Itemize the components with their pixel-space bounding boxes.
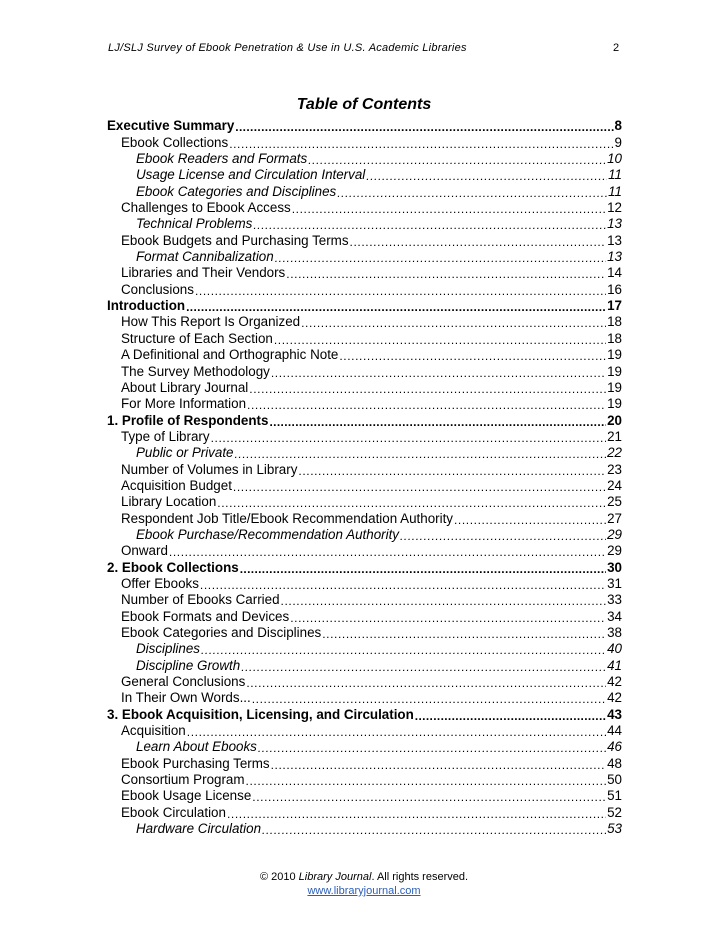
toc-subsection-entry[interactable] (107, 608, 622, 624)
toc-entry-page-number: 42 (607, 674, 622, 690)
toc-subsection-entry[interactable] (107, 674, 622, 690)
dot-leader (271, 758, 606, 772)
toc-subsubsection-entry[interactable] (107, 641, 622, 657)
dot-leader (286, 267, 606, 281)
running-header-page-number: 2 (613, 42, 620, 54)
toc-subsection-entry[interactable] (107, 314, 622, 330)
toc-subsection-entry[interactable] (107, 281, 622, 297)
toc-subsubsection-entry[interactable] (107, 183, 622, 199)
dot-leader (298, 464, 606, 478)
toc-entry-page-number: 18 (607, 314, 622, 330)
toc-subsection-entry[interactable] (107, 494, 622, 510)
toc-entry-page-number: 52 (607, 804, 622, 820)
toc-subsection-entry[interactable] (107, 625, 622, 641)
toc-entry-page-number: 14 (607, 265, 622, 281)
toc-entry-page-number: 33 (607, 592, 622, 608)
toc-entry-page-number: 16 (607, 281, 622, 297)
toc-subsubsection-entry[interactable] (107, 527, 622, 543)
toc-entry-label: How This Report Is Organized (121, 314, 301, 330)
toc-entry-label: Offer Ebooks (121, 575, 199, 591)
toc-entry-label: Ebook Usage License (121, 788, 252, 804)
dot-leader (274, 333, 606, 347)
dot-leader (252, 790, 606, 804)
toc-subsection-entry[interactable] (107, 265, 622, 281)
toc-subsubsection-entry[interactable] (107, 657, 622, 673)
toc-entry-label: Library Location (121, 494, 217, 510)
toc-entry-page-number: 12 (607, 200, 622, 216)
toc-section-entry[interactable] (107, 706, 622, 722)
toc-subsubsection-entry[interactable] (107, 249, 622, 265)
website-link[interactable]: www.libraryjournal.com (307, 885, 421, 897)
dot-leader (201, 643, 606, 657)
toc-entry-label: Format Cannibalization (136, 249, 274, 265)
dot-leader (240, 562, 606, 576)
dot-leader (275, 251, 606, 265)
toc-entry-label: Structure of Each Section (121, 330, 273, 346)
toc-entry-page-number: 9 (614, 134, 622, 150)
toc-entry-label: Technical Problems (136, 216, 253, 232)
toc-entry-page-number: 20 (607, 412, 622, 428)
toc-entry-label: General Conclusions (121, 674, 246, 690)
toc-subsection-entry[interactable] (107, 429, 622, 445)
toc-entry-label: Conclusions (121, 281, 194, 297)
dot-leader (235, 120, 613, 134)
toc-subsection-entry[interactable] (107, 576, 622, 592)
toc-subsection-entry[interactable] (107, 478, 622, 494)
toc-subsection-entry[interactable] (107, 363, 622, 379)
copyright-line (0, 870, 728, 884)
toc-entry-page-number: 19 (607, 363, 622, 379)
dot-leader (186, 300, 606, 314)
dot-leader (195, 284, 606, 298)
toc-entry-label: Onward (121, 543, 168, 559)
toc-entry-page-number: 23 (607, 461, 622, 477)
dot-leader (350, 235, 607, 249)
dot-leader (292, 202, 606, 216)
toc-entry-label: Hardware Circulation (136, 821, 262, 837)
toc-entry-label: Respondent Job Title/Ebook Recommendation Authority (121, 510, 453, 526)
toc-entry-page-number: 27 (607, 510, 622, 526)
dot-leader (415, 709, 606, 723)
toc-entry-page-number: 31 (607, 575, 622, 591)
toc-entry-label: Libraries and Their Vendors (121, 265, 286, 281)
toc-subsection-entry[interactable] (107, 723, 622, 739)
toc-entry-label: Number of Volumes in Library (121, 461, 298, 477)
toc-subsection-entry[interactable] (107, 347, 622, 363)
dot-leader (337, 186, 607, 200)
toc-subsection-entry[interactable] (107, 804, 622, 820)
toc-entry-label: Ebook Budgets and Purchasing Terms (121, 232, 349, 248)
toc-subsection-entry[interactable] (107, 788, 622, 804)
toc-entry-page-number: 25 (607, 494, 622, 510)
toc-entry-label: Challenges to Ebook Access (121, 200, 291, 216)
toc-entry-label: Number of Ebooks Carried (121, 592, 280, 608)
toc-subsubsection-entry[interactable] (107, 739, 622, 755)
toc-entry-label: Ebook Purchase/Recommendation Authority (136, 526, 399, 542)
toc-subsubsection-entry[interactable] (107, 821, 622, 837)
dot-leader (262, 823, 606, 837)
toc-entry-label: Ebook Formats and Devices (121, 608, 290, 624)
toc-entry-label: Consortium Program (121, 772, 245, 788)
toc-entry-page-number: 19 (607, 379, 622, 395)
toc-entry-label: Public or Private (136, 445, 234, 461)
dot-leader (281, 594, 607, 608)
dot-leader (271, 366, 606, 380)
dot-leader (269, 415, 606, 429)
dot-leader (233, 480, 606, 494)
dot-leader (301, 316, 606, 330)
dot-leader (247, 398, 606, 412)
toc-entry-page-number: 34 (607, 608, 622, 624)
toc-subsubsection-entry[interactable] (107, 216, 622, 232)
dot-leader (366, 169, 607, 183)
toc-entry-page-number: 29 (607, 543, 622, 559)
toc-entry-label: About Library Journal (121, 379, 249, 395)
dot-leader (229, 137, 613, 151)
running-header-title: LJ/SLJ Survey of Ebook Penetration & Use in U.S. Academic Libraries (108, 42, 467, 54)
toc-entry-label: Learn About Ebooks (136, 739, 257, 755)
toc-entry-label: Discipline Growth (136, 657, 241, 673)
dot-leader (454, 513, 606, 527)
toc-section-entry[interactable] (107, 298, 622, 314)
dot-leader (308, 153, 606, 167)
toc-entry-page-number: 24 (607, 477, 622, 493)
toc-entry-label: Usage License and Circulation Interval (136, 167, 366, 183)
toc-entry-label: Ebook Circulation (121, 804, 226, 820)
dot-leader (211, 431, 607, 445)
toc-subsection-entry[interactable] (107, 200, 622, 216)
dot-leader (169, 545, 606, 559)
dot-leader (400, 529, 606, 543)
toc-entry-page-number: 53 (607, 821, 622, 837)
toc-entry-label: Disciplines (136, 641, 200, 657)
toc-entry-page-number: 22 (607, 445, 622, 461)
dot-leader (217, 496, 606, 510)
toc-subsection-entry[interactable] (107, 510, 622, 526)
dot-leader (322, 627, 606, 641)
toc-entry-page-number: 13 (607, 216, 622, 232)
toc-subsection-entry[interactable] (107, 543, 622, 559)
toc-entry-label: Ebook Readers and Formats (136, 151, 308, 167)
toc-entry-label: Ebook Categories and Disciplines (136, 183, 337, 199)
publication-name: Library Journal (298, 871, 372, 883)
toc-subsection-entry[interactable] (107, 461, 622, 477)
toc-subsection-entry[interactable] (107, 592, 622, 608)
toc-entry-label: Executive Summary (107, 118, 235, 134)
toc-subsection-entry[interactable] (107, 330, 622, 346)
toc-entry-label: Ebook Collections (121, 134, 229, 150)
toc-entry-page-number: 19 (607, 347, 622, 363)
toc-entry-label: Acquisition Budget (121, 477, 232, 493)
dot-leader (227, 807, 606, 821)
toc-entry-label: Ebook Purchasing Terms (121, 755, 270, 771)
toc-section-entry[interactable] (107, 412, 622, 428)
toc-subsubsection-entry[interactable] (107, 445, 622, 461)
toc-entry-label: A Definitional and Orthographic Note (121, 347, 339, 363)
toc-section-entry[interactable] (107, 559, 622, 575)
toc-subsubsection-entry[interactable] (107, 151, 622, 167)
copyright-suffix: . All rights reserved. (371, 871, 469, 883)
dot-leader (258, 741, 606, 755)
toc-entry-page-number: 13 (607, 249, 622, 265)
toc-entry-page-number: 40 (607, 641, 622, 657)
toc-entry-page-number: 44 (607, 723, 622, 739)
toc-entry-label: For More Information (121, 396, 247, 412)
toc-entry-label: Acquisition (121, 723, 186, 739)
toc-entry-page-number: 19 (607, 396, 622, 412)
toc-subsection-entry[interactable] (107, 772, 622, 788)
toc-entry-page-number: 11 (608, 167, 622, 183)
toc-entry-page-number: 46 (607, 739, 622, 755)
toc-entry-page-number: 30 (607, 559, 622, 575)
dot-leader (200, 578, 606, 592)
toc-subsection-entry[interactable] (107, 396, 622, 412)
toc-entry-page-number: 48 (607, 755, 622, 771)
page-footer (0, 870, 728, 898)
toc-entry-page-number: 17 (607, 298, 622, 314)
toc-entry-page-number: 42 (607, 690, 622, 706)
toc-subsubsection-entry[interactable] (107, 167, 622, 183)
toc-entry-label: 1. Profile of Respondents (107, 412, 269, 428)
dot-leader (241, 660, 606, 674)
toc-entry-label: Introduction (107, 298, 186, 314)
toc-entry-label: The Survey Methodology (121, 363, 270, 379)
toc-entry-page-number: 11 (608, 183, 622, 199)
toc-entry-page-number: 43 (607, 706, 622, 722)
table-of-contents (107, 118, 622, 837)
dot-leader (253, 218, 606, 232)
toc-entry-label: 2. Ebook Collections (107, 559, 239, 575)
toc-entry-page-number: 8 (614, 118, 622, 134)
toc-subsection-entry[interactable] (107, 380, 622, 396)
toc-entry-page-number: 41 (607, 657, 622, 673)
dot-leader (246, 676, 606, 690)
dot-leader (339, 349, 606, 363)
toc-subsection-entry[interactable] (107, 755, 622, 771)
toc-subsection-entry[interactable] (107, 690, 622, 706)
toc-entry-page-number: 21 (607, 428, 622, 444)
dot-leader (249, 382, 606, 396)
dot-leader (246, 774, 607, 788)
toc-section-entry[interactable] (107, 118, 622, 134)
toc-entry-page-number: 10 (607, 151, 622, 167)
toc-entry-page-number: 38 (607, 625, 622, 640)
toc-entry-label: In Their Own Words... (121, 690, 251, 706)
toc-entry-page-number: 13 (607, 232, 622, 248)
toc-entry-label: 3. Ebook Acquisition, Licensing, and Circulation (107, 706, 414, 722)
toc-subsection-entry[interactable] (107, 134, 622, 150)
toc-entry-page-number: 51 (607, 788, 622, 804)
dot-leader (290, 611, 606, 625)
toc-entry-page-number: 18 (607, 330, 622, 346)
dot-leader (187, 725, 606, 739)
toc-title: Table of Contents (296, 96, 432, 113)
dot-leader (252, 692, 606, 706)
toc-entry-label: Ebook Categories and Disciplines (121, 625, 322, 640)
toc-entry-label: Type of Library (121, 428, 210, 444)
dot-leader (235, 447, 607, 461)
toc-subsection-entry[interactable] (107, 232, 622, 248)
toc-entry-page-number: 29 (607, 526, 622, 542)
copyright-prefix: © 2010 (259, 871, 299, 883)
toc-entry-page-number: 50 (607, 772, 622, 788)
